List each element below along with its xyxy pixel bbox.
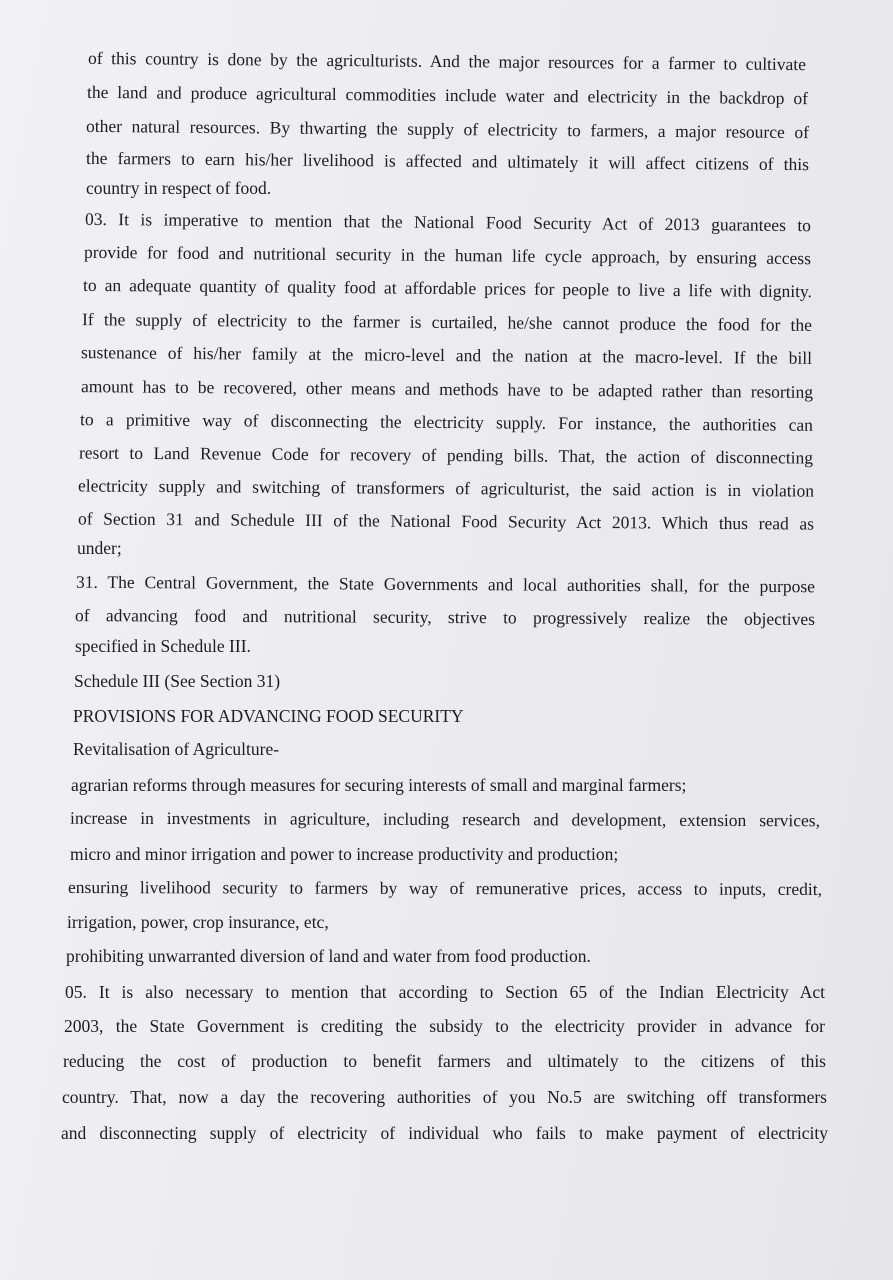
text-line: of advancing food and nutritional security, strive to progressively realize the objectives bbox=[74, 605, 816, 629]
text-line: provide for food and nutritional security in the human life cycle approach, by ensuring access bbox=[83, 241, 812, 269]
text-line: and disconnecting supply of electricity of individual who fails to make payment of electricity bbox=[61, 1123, 828, 1143]
text-line: under; bbox=[77, 538, 122, 558]
text-line: specified in Schedule III. bbox=[75, 636, 251, 656]
text-line: to an adequate quantity of quality food at affordable prices for people to live a life with dignity. bbox=[82, 274, 813, 302]
text-line: Revitalisation of Agriculture- bbox=[73, 739, 280, 759]
text-line: sustenance of his/her family at the micro-level and the nation at the macro-level. If the bill bbox=[80, 342, 813, 368]
text-line: 31. The Central Government, the State Governments and local authorities shall, for the purpose bbox=[75, 571, 816, 597]
text-line: other natural resources. By thwarting the supply of electricity to farmers, a major resource of bbox=[85, 115, 810, 143]
text-line: resort to Land Revenue Code for recovery of pending bills. That, the action of disconnecting bbox=[78, 442, 814, 468]
text-line: of this country is done by the agriculturists. And the major resources for a farmer to cultivate bbox=[87, 47, 807, 75]
text-line: ensuring livelihood security to farmers by way of remunerative prices, access to inputs, credit, bbox=[67, 877, 823, 899]
text-line: 2003, the State Government is crediting the subsidy to the electricity provider in advance for bbox=[64, 1016, 825, 1036]
text-line: of Section 31 and Schedule III of the National Food Security Act 2013. Which thus read as bbox=[77, 508, 815, 534]
text-line: electricity supply and switching of transformers of agriculturist, the said action is in violation bbox=[77, 475, 815, 501]
text-line: irrigation, power, crop insurance, etc, bbox=[67, 912, 329, 932]
text-line: 05. It is also necessary to mention that according to Section 65 of the Indian Electricity Act bbox=[65, 982, 825, 1002]
text-line: amount has to be recovered, other means and methods have to be adapted rather than resorting bbox=[80, 376, 814, 402]
text-line: micro and minor irrigation and power to increase productivity and production; bbox=[70, 844, 619, 864]
text-line: If the supply of electricity to the farmer is curtailed, he/she cannot produce the food for the bbox=[81, 309, 813, 335]
text-line: to a primitive way of disconnecting the electricity supply. For instance, the authorities can bbox=[79, 409, 814, 435]
text-line: country. That, now a day the recovering authorities of you No.5 are switching off transformers bbox=[62, 1087, 827, 1107]
text-line: 03. It is imperative to mention that the National Food Security Act of 2013 guarantees to bbox=[84, 208, 812, 236]
text-line: the farmers to earn his/her livelihood is affected and ultimately it will affect citizens of this bbox=[85, 147, 810, 175]
text-line: agrarian reforms through measures for securing interests of small and marginal farmers; bbox=[71, 775, 687, 795]
text-line: the land and produce agricultural commodities include water and electricity in the backdrop of bbox=[86, 81, 809, 109]
text-line: Schedule III (See Section 31) bbox=[74, 671, 281, 691]
text-line: country in respect of food. bbox=[86, 178, 272, 198]
text-line: PROVISIONS FOR ADVANCING FOOD SECURITY bbox=[73, 706, 464, 726]
text-line: reducing the cost of production to benefit farmers and ultimately to the citizens of this bbox=[63, 1051, 826, 1071]
text-line: increase in investments in agriculture, including research and development, extension services, bbox=[69, 807, 821, 831]
text-line: prohibiting unwarranted diversion of land and water from food production. bbox=[66, 946, 591, 966]
